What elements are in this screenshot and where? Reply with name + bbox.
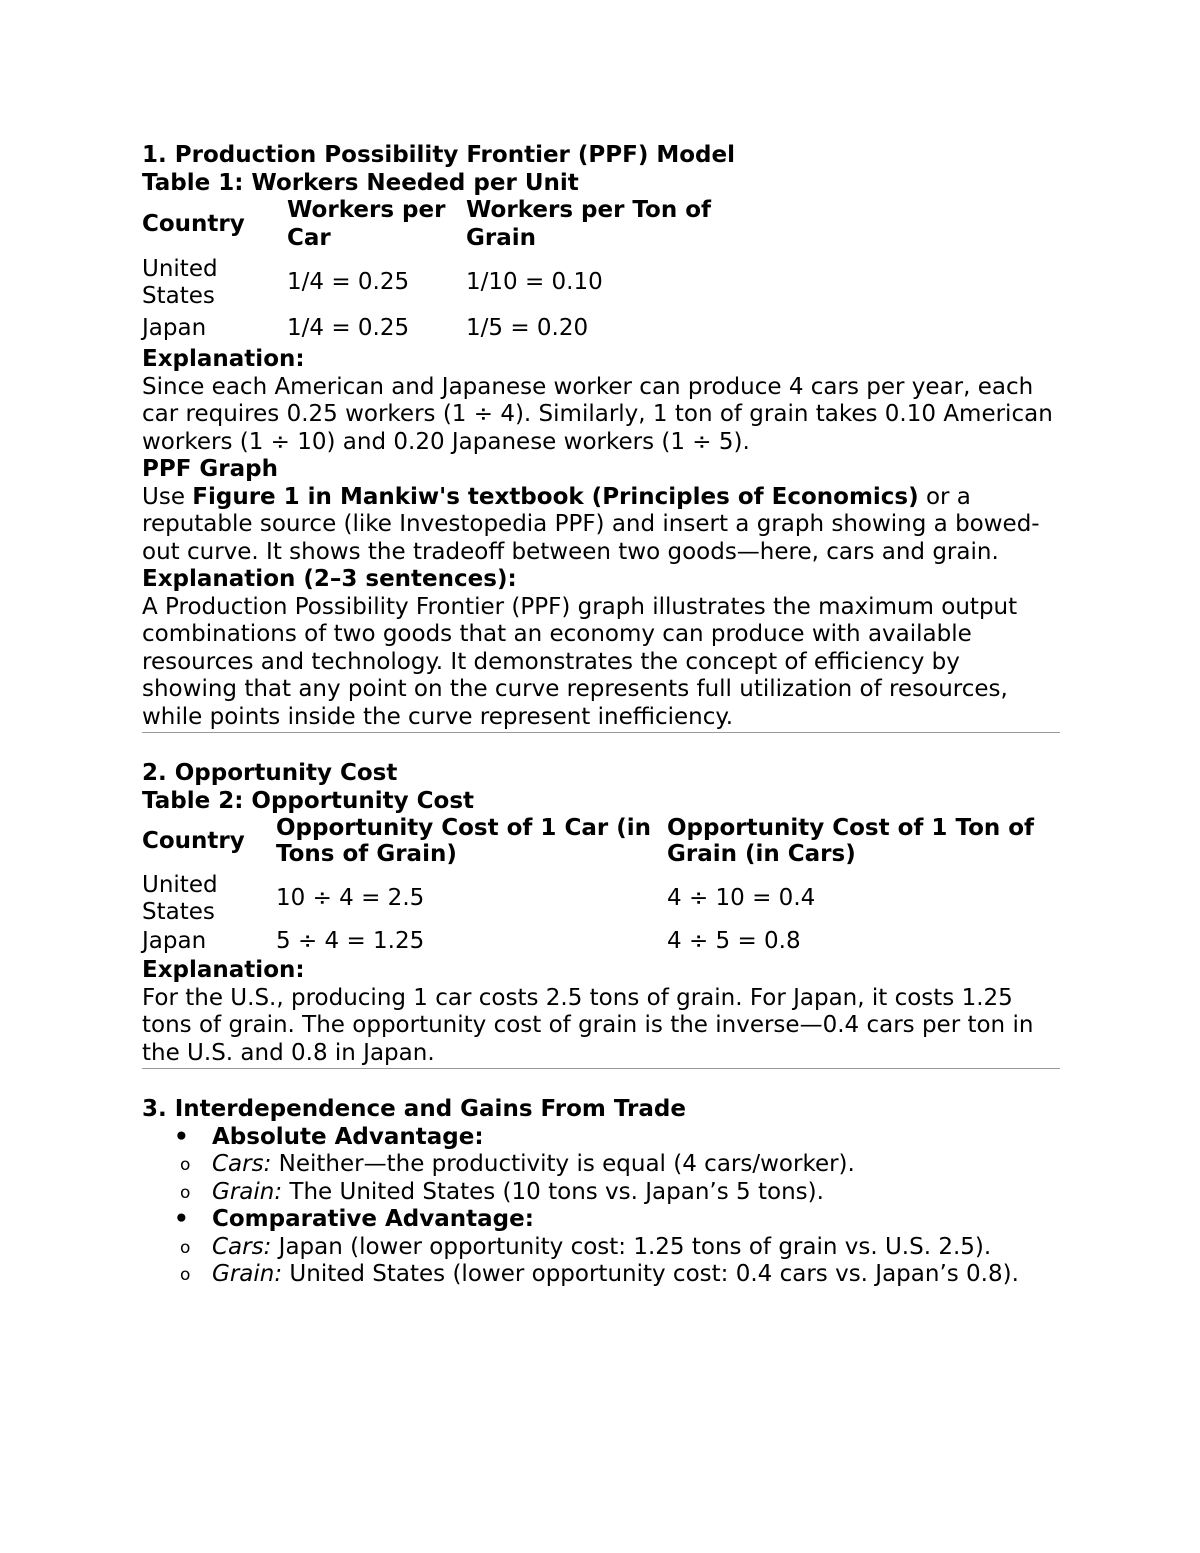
table2-title: Table 2: Opportunity Cost bbox=[142, 787, 475, 814]
section2-heading: 2. Opportunity Cost bbox=[142, 760, 398, 786]
bullet-icon: • bbox=[174, 1206, 189, 1232]
circle-bullet-icon: o bbox=[180, 1182, 191, 1203]
circle-bullet-icon: o bbox=[180, 1237, 191, 1258]
sub-list bbox=[142, 1234, 1060, 1289]
sub-list-item bbox=[142, 1234, 1060, 1262]
table1-title: Table 1: Workers Needed per Unit bbox=[142, 169, 579, 196]
table-header-cell: Country bbox=[142, 210, 245, 237]
table-header-cell: Workers per Car bbox=[287, 197, 446, 251]
table-cell: 1/4 = 0.25 bbox=[287, 269, 410, 296]
table-header-cell: Workers per Ton of Grain bbox=[466, 197, 712, 251]
table-cell-country: United States bbox=[142, 255, 218, 309]
table-cell: 4 ÷ 10 = 0.4 bbox=[667, 885, 816, 912]
table-cell: 1/4 = 0.25 bbox=[287, 315, 410, 342]
table-cell: 4 ÷ 5 = 0.8 bbox=[667, 928, 801, 955]
sub-item-term: Grain: bbox=[212, 1261, 283, 1287]
sub-item-text: The United States (10 tons vs. Japan’s 5 tons). bbox=[282, 1178, 824, 1205]
document-body bbox=[142, 142, 1060, 1289]
sub-list bbox=[142, 1151, 1060, 1206]
table-cell-country: Japan bbox=[142, 928, 207, 955]
explanation-label: Explanation: bbox=[142, 957, 305, 983]
advantage-list bbox=[142, 1206, 1060, 1234]
sub-item-term: Grain: bbox=[212, 1178, 283, 1205]
list-item-label: Absolute Advantage: bbox=[212, 1123, 484, 1150]
table-cell: 10 ÷ 4 = 2.5 bbox=[276, 885, 425, 912]
table-row bbox=[142, 254, 726, 314]
graph-text-pre: Use bbox=[142, 483, 193, 510]
sub-item-term: Cars: bbox=[212, 1233, 272, 1260]
sub-list-item bbox=[142, 1151, 1060, 1179]
explanation2-label: Explanation (2–3 sentences): bbox=[142, 566, 517, 592]
sub-item-text: United States (lower opportunity cost: 0.4 cars vs. Japan’s 0.8). bbox=[282, 1261, 1019, 1287]
table-cell: 5 ÷ 4 = 1.25 bbox=[276, 928, 425, 955]
table-header-row bbox=[142, 815, 1060, 871]
table-header-cell: Country bbox=[142, 828, 245, 854]
table-row bbox=[142, 871, 1060, 927]
section1-heading: 1. Production Possibility Frontier (PPF) Model bbox=[142, 142, 735, 168]
explanation-text: For the U.S., producing 1 car costs 2.5 tons of grain. For Japan, it costs 1.25 tons of grain. The opportunity cost of grain is the inverse—0.4 cars per ton in the U.S. and 0.8 in Japan. bbox=[142, 984, 1034, 1066]
explanation-label: Explanation: bbox=[142, 346, 305, 372]
table-header-cell: Opportunity Cost of 1 Car (in Tons of Grain) bbox=[276, 815, 651, 867]
sub-list-item bbox=[142, 1179, 1060, 1207]
explanation2-text: A Production Possibility Frontier (PPF) graph illustrates the maximum output combinations of two goods that an economy can produce with available resources and technology. It demonstrates the concept of efficiency by showing that any point on the curve represents full utilization of resources, while points inside the curve represent inefficiency. bbox=[142, 593, 1018, 730]
workers-table bbox=[142, 197, 726, 346]
table-cell: 1/5 = 0.20 bbox=[466, 315, 589, 342]
spacer bbox=[142, 733, 1060, 760]
graph-text-bold: Figure 1 in Mankiw's textbook (Principles of Economics) bbox=[192, 483, 919, 510]
table-header-row bbox=[142, 197, 726, 254]
circle-bullet-icon: o bbox=[180, 1265, 191, 1285]
table-header-cell: Opportunity Cost of 1 Ton of Grain (in Cars) bbox=[667, 815, 1035, 867]
spacer bbox=[142, 1069, 1060, 1096]
sub-item-text: Neither—the productivity is equal (4 cars/worker). bbox=[271, 1151, 855, 1177]
table-cell: 1/10 = 0.10 bbox=[466, 269, 603, 296]
section3-heading: 3. Interdependence and Gains From Trade bbox=[142, 1096, 686, 1122]
sub-item-term: Cars: bbox=[212, 1151, 272, 1177]
table-cell-country: United States bbox=[142, 871, 218, 925]
list-item-label: Comparative Advantage: bbox=[212, 1206, 534, 1232]
sub-list-item bbox=[142, 1261, 1060, 1289]
table-row bbox=[142, 927, 1060, 957]
explanation-text: Since each American and Japanese worker can produce 4 cars per year, each car requires 0.25 workers (1 ÷ 4). Similarly, 1 ton of grain takes 0.10 American workers (1 ÷ 10) and 0.20 Japanese workers (1 ÷ 5). bbox=[142, 373, 1053, 455]
list-item bbox=[142, 1206, 1060, 1234]
ppf-graph-label: PPF Graph bbox=[142, 456, 279, 482]
list-item bbox=[142, 1124, 1060, 1152]
advantage-list bbox=[142, 1124, 1060, 1152]
graph-text-post: or a reputable source (like Investopedia PPF) and insert a graph showing a bowed-out curve. It shows the tradeoff between two goods—here, cars and grain. bbox=[142, 483, 1040, 565]
bullet-icon: • bbox=[174, 1123, 189, 1150]
ppf-graph-text bbox=[142, 484, 1060, 567]
table-row bbox=[142, 314, 726, 346]
circle-bullet-icon: o bbox=[180, 1155, 191, 1175]
sub-item-text: Japan (lower opportunity cost: 1.25 tons of grain vs. U.S. 2.5). bbox=[271, 1233, 992, 1260]
opportunity-cost-table bbox=[142, 815, 1060, 957]
table-cell-country: Japan bbox=[142, 315, 207, 342]
